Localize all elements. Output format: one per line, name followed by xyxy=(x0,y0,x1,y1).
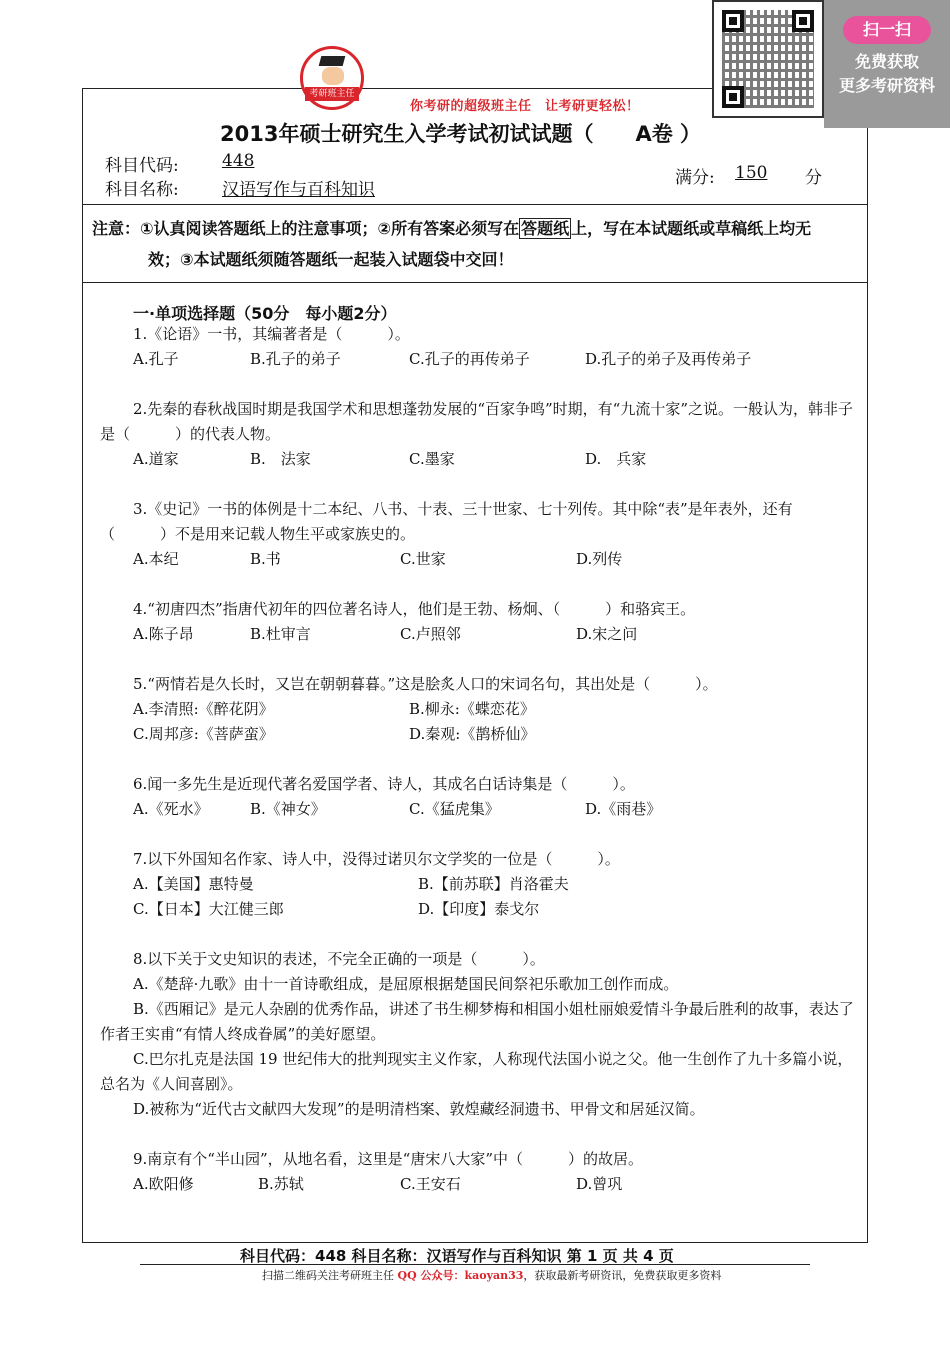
divider-notice xyxy=(82,282,868,283)
option-row xyxy=(100,897,856,922)
option-b: B.【前苏联】肖洛霍夫 xyxy=(418,875,569,893)
qr-code[interactable] xyxy=(712,0,824,118)
subject-name-label: 科目名称: xyxy=(105,180,179,200)
option-c: C.孔子的再传弟子 xyxy=(409,350,530,368)
option-d: D.《雨巷》 xyxy=(585,800,662,818)
subject-code-label: 科目代码: xyxy=(105,156,179,176)
option-c: C.卢照邻 xyxy=(400,625,461,643)
brand-logo xyxy=(300,46,364,110)
option-d: D.列传 xyxy=(576,550,623,568)
promo-banner[interactable] xyxy=(824,0,950,128)
option-b: B.杜审言 xyxy=(250,625,311,643)
option-row xyxy=(100,447,856,472)
promo-line-2: 更多考研资料 xyxy=(838,76,935,95)
option-c: C.王安石 xyxy=(400,1175,461,1193)
qr-finder-icon xyxy=(722,10,744,32)
option-c: C.周邦彦:《菩萨蛮》 xyxy=(133,725,274,743)
footer-qq-account: QQ 公众号：kaoyan33 xyxy=(397,1269,524,1282)
option-row xyxy=(100,547,856,572)
option-d: D.被称为“近代古文献四大发现”的是明清档案、敦煌藏经洞遗书、甲骨文和居延汉简。 xyxy=(133,1100,705,1118)
option-c: C.墨家 xyxy=(409,450,455,468)
option-a: A.欧阳修 xyxy=(133,1175,194,1193)
question-stem: 6.闻一多先生是近现代著名爱国学者、诗人，其成名白话诗集是（ ）。 xyxy=(133,775,635,793)
full-score-value: 150 xyxy=(735,163,768,183)
question-8 xyxy=(100,947,856,1122)
question-stem: 4.“初唐四杰”指唐代初年的四位著名诗人，他们是王勃、杨炯、（ ）和骆宾王。 xyxy=(133,600,696,618)
brand-slogan: 你考研的超级班主任 让考研更轻松！ xyxy=(410,99,640,114)
option-d: D.孔子的弟子及再传弟子 xyxy=(585,350,752,368)
footer-promo xyxy=(262,1267,721,1283)
option-row xyxy=(100,622,856,647)
question-5 xyxy=(100,672,856,747)
option-b: B.《西厢记》是元人杂剧的优秀作品，讲述了书生柳梦梅和相国小姐杜丽娘爱情斗争最后胜利的故事，表达了作者王实甫“有情人终成眷属”的美好愿望。 xyxy=(100,1000,854,1043)
option-a: A.《死水》 xyxy=(133,800,209,818)
question-stem: 5.“两情若是久长时，又岂在朝朝暮暮。”这是脍炙人口的宋词名句，其出处是（ ）。 xyxy=(133,675,718,693)
promo-scan-badge: 扫一扫 xyxy=(843,16,931,44)
mascot-face-icon xyxy=(322,67,344,85)
question-stem: 8.以下关于文史知识的表述，不完全正确的一项是（ ）。 xyxy=(133,950,545,968)
score-unit: 分 xyxy=(805,168,822,188)
subject-name-value: 汉语写作与百科知识 xyxy=(222,180,375,200)
question-stem: 3.《史记》一书的体例是十二本纪、八书、十表、三十世家、七十列传。其中除“表”是年表外，还有（ ）不是用来记载人物生平或家族史的。 xyxy=(100,500,793,543)
question-4 xyxy=(100,597,856,647)
option-b: B.苏轼 xyxy=(258,1175,304,1193)
qr-finder-icon xyxy=(792,10,814,32)
section-title: 一·单项选择题（50分 每小题2分） xyxy=(133,304,397,323)
footer-promo-text-a: 扫描二维码关注考研班主任 xyxy=(262,1269,398,1282)
question-list xyxy=(100,322,856,1197)
option-d: D.曾巩 xyxy=(576,1175,623,1193)
qr-finder-icon xyxy=(722,86,744,108)
option-a: A.《楚辞·九歌》由十一首诗歌组成，是屈原根据楚国民间祭祀乐歌加工创作而成。 xyxy=(133,975,679,993)
footer-divider xyxy=(140,1264,810,1265)
question-stem: 7.以下外国知名作家、诗人中，没得过诺贝尔文学奖的一位是（ ）。 xyxy=(133,850,620,868)
option-b: B.孔子的弟子 xyxy=(250,350,341,368)
question-7 xyxy=(100,847,856,922)
logo-text: 考研班主任 xyxy=(305,87,359,101)
option-b: B.书 xyxy=(250,550,281,568)
option-row xyxy=(100,797,856,822)
question-9 xyxy=(100,1147,856,1197)
notice-text-a: 注意：①认真阅读答题纸上的注意事项；②所有答案必须写在 xyxy=(92,219,520,238)
full-score-label: 满分: xyxy=(675,168,715,188)
option-d: D. 兵家 xyxy=(585,450,647,468)
footer-promo-text-b: ，获取最新考研资讯，免费获取更多资料 xyxy=(523,1269,722,1282)
option-a: A.【美国】惠特曼 xyxy=(133,875,254,893)
option-a: A.本纪 xyxy=(133,550,179,568)
option-a: A.道家 xyxy=(133,450,179,468)
option-c: C.世家 xyxy=(400,550,446,568)
option-a: A.陈子昂 xyxy=(133,625,194,643)
question-stem: 1.《论语》一书，其编著者是（ ）。 xyxy=(133,325,410,343)
subject-code-value: 448 xyxy=(222,151,255,171)
option-d: D.【印度】泰戈尔 xyxy=(418,900,540,918)
question-3 xyxy=(100,497,856,572)
divider-header xyxy=(82,204,868,205)
answer-sheet-box: 答题纸 xyxy=(521,219,570,238)
question-stem: 2.先秦的春秋战国时期是我国学术和思想蓬勃发展的“百家争鸣”时期，有“九流十家”之说。一般认为，韩非子是（ ）的代表人物。 xyxy=(100,400,853,443)
question-2 xyxy=(100,397,856,472)
exam-title: 2013年硕士研究生入学考试初试试题（ A卷 ） xyxy=(220,122,702,146)
notice-text-b: 上，写在本试题纸或草稿纸上均无 xyxy=(571,219,812,238)
option-d: D.宋之问 xyxy=(576,625,638,643)
page-footer: 科目代码：448 科目名称：汉语写作与百科知识 第 1 页 共 4 页 xyxy=(240,1247,674,1265)
promo-line-1: 免费获取 xyxy=(854,52,919,71)
option-a: A.李清照:《醉花阴》 xyxy=(133,700,274,718)
option-row xyxy=(100,722,856,747)
notice-block xyxy=(92,213,811,275)
option-c: C.【日本】大江健三郎 xyxy=(133,900,284,918)
notice-line-2: 效；③本试题纸须随答题纸一起装入试题袋中交回！ xyxy=(148,250,514,269)
option-b: B.柳永:《蝶恋花》 xyxy=(409,700,535,718)
question-1 xyxy=(100,322,856,372)
option-c: C.巴尔扎克是法国 19 世纪伟大的批判现实主义作家，人称现代法国小说之父。他一生创作了九十多篇小说，总名为《人间喜剧》。 xyxy=(100,1050,853,1093)
option-d: D.秦观:《鹊桥仙》 xyxy=(409,725,536,743)
option-row xyxy=(100,347,856,372)
option-row xyxy=(100,872,856,897)
question-stem: 9.南京有个“半山园”，从地名看，这里是“唐宋八大家”中（ ）的故居。 xyxy=(133,1150,643,1168)
option-c: C.《猛虎集》 xyxy=(409,800,500,818)
option-row xyxy=(100,1172,856,1197)
option-row xyxy=(100,697,856,722)
notice-line-1 xyxy=(92,213,811,244)
graduation-cap-icon xyxy=(319,56,346,66)
question-6 xyxy=(100,772,856,822)
option-b: B. 法家 xyxy=(250,450,311,468)
option-b: B.《神女》 xyxy=(250,800,326,818)
option-a: A.孔子 xyxy=(133,350,179,368)
